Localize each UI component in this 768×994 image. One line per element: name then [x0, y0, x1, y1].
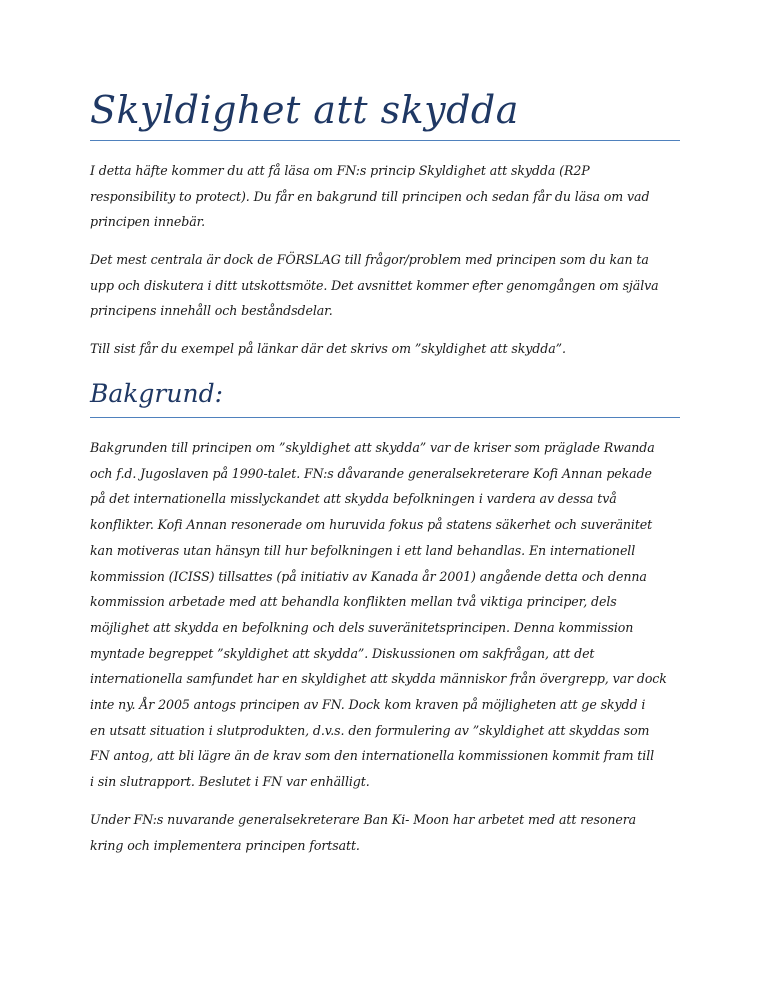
text-line: Bakgrunden till principen om ”skyldighet att skydda” var de kriser som präglade Rwanda: [90, 440, 655, 455]
intro-paragraph: [90, 247, 680, 324]
text-line: kommission arbetade med att behandla konflikten mellan två viktiga principer, dels: [90, 594, 617, 610]
text-line: på det internationella misslyckandet att skydda befolkningen i vardera av dessa två: [90, 491, 617, 507]
body-paragraph: [90, 807, 680, 858]
text-line: kan motiveras utan hänsyn till hur befolkningen i ett land behandlas. En internationell: [90, 542, 636, 558]
text-line: upp och diskutera i ditt utskottsmöte. Det avsnittet kommer efter genomgången om själva: [90, 277, 659, 293]
text-line: i sin slutrapport. Beslutet i FN var enhälligt.: [90, 774, 370, 790]
intro-paragraph: [90, 336, 680, 362]
text-line: principens innehåll och beståndsdelar.: [90, 303, 333, 319]
text-line: en utsatt situation i slutprodukten, d.v.s. den formulering av ”skyldighet att skyddas som: [90, 722, 650, 738]
text-line: konflikter. Kofi Annan resonerade om huruvida fokus på statens säkerhet och suveränitet: [90, 517, 653, 533]
text-line: Det mest centrala är dock de FÖRSLAG till frågor/problem med principen som du kan ta: [90, 252, 649, 267]
text-line: Till sist får du exempel på länkar där det skrivs om ”skyldighet att skydda”.: [90, 341, 566, 356]
body-paragraph: [90, 435, 680, 795]
text-line: FN antog, att bli lägre än de krav som den internationella kommissionen kommit fram till: [90, 748, 655, 764]
text-line: internationella samfundet har en skyldighet att skydda människor från övergrepp, var dock: [90, 671, 667, 687]
title-underline: [90, 140, 680, 141]
text-line: I detta häfte kommer du att få läsa om FN:s princip Skyldighet att skydda (R2P: [90, 163, 590, 178]
text-line: och f.d. Jugoslaven på 1990-talet. FN:s dåvarande generalsekreterare Kofi Annan pekade: [90, 465, 652, 481]
intro-paragraph: [90, 158, 680, 235]
text-line: Under FN:s nuvarande generalsekreterare Ban Ki- Moon har arbetet med att resonera: [90, 812, 637, 827]
section-heading: Bakgrund:: [90, 379, 224, 408]
text-line: kommission (ICISS) tillsattes (på initiativ av Kanada år 2001) angående detta och denna: [90, 568, 647, 584]
text-line: myntade begreppet ”skyldighet att skydda”. Diskussionen om sakfrågan, att det: [90, 645, 595, 661]
section-underline: [90, 417, 680, 418]
text-line: inte ny. År 2005 antogs principen av FN. Dock kom kraven på möjligheten att ge skydd i: [90, 697, 646, 713]
text-line: kring och implementera principen fortsatt.: [90, 837, 360, 853]
document-title: Skyldighet att skydda: [90, 88, 519, 132]
text-line: responsibility to protect). Du får en bakgrund till principen och sedan får du läsa om vad: [90, 188, 650, 204]
text-line: principen innebär.: [90, 214, 206, 230]
text-line: möjlighet att skydda en befolkning och dels suveränitetsprincipen. Denna kommission: [90, 619, 634, 635]
